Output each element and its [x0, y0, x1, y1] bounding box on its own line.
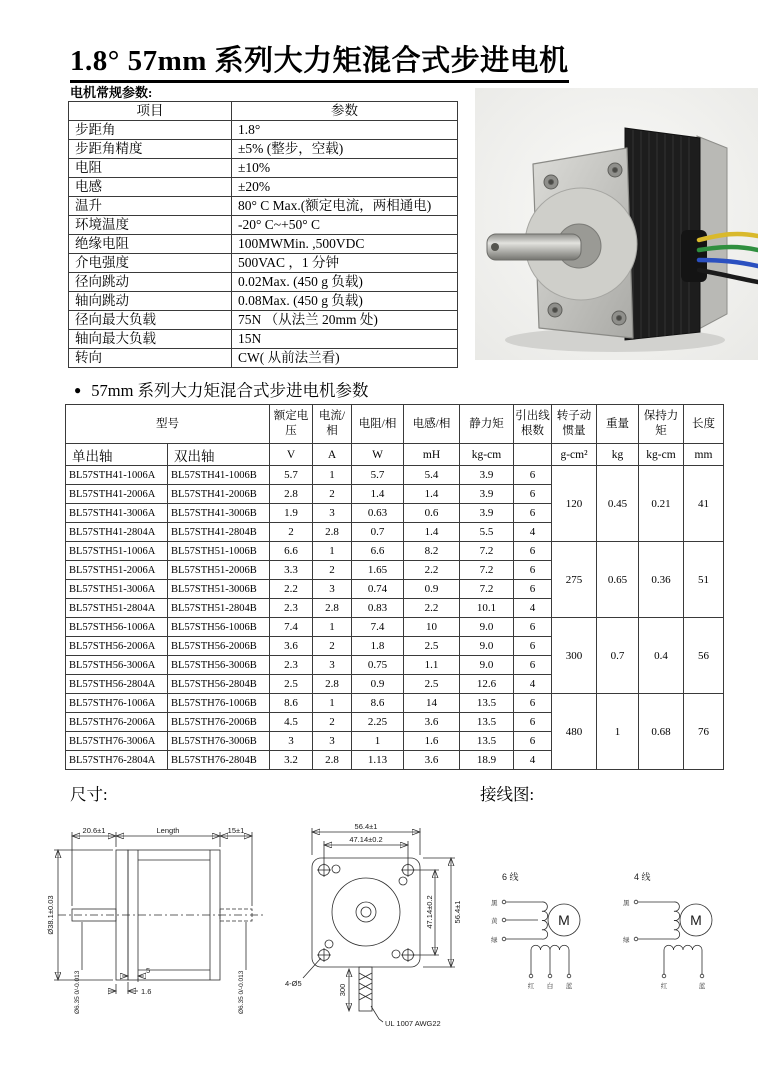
four-wire-title: 4 线	[634, 872, 651, 882]
merged-value-cell: 0.45	[597, 466, 639, 542]
spec-header-row-2	[66, 444, 724, 466]
value-cell: 1.9	[270, 504, 313, 523]
cable-length-label: 300	[338, 983, 347, 997]
col-inductance: 电感/相	[404, 405, 460, 444]
general-param-row	[69, 216, 458, 235]
model-cell: BL57STH56-3006B	[168, 656, 270, 675]
spec-table-heading-text: 57mm 系列大力矩混合式步进电机参数	[91, 381, 369, 400]
merged-value-cell: 0.68	[639, 694, 684, 770]
col-header-value: 参数	[232, 102, 458, 121]
unit-kgcm: kg-cm	[460, 444, 514, 466]
bullet-icon: ●	[74, 383, 82, 397]
value-cell: 8.6	[352, 694, 404, 713]
value-cell: 7.4	[352, 618, 404, 637]
model-cell: BL57STH41-3006A	[66, 504, 168, 523]
value-cell: 0.9	[404, 580, 460, 599]
col-rated-voltage: 额定电压	[270, 405, 313, 444]
value-cell: 12.6	[460, 675, 514, 694]
param-value-cell: 500VAC ，1 分钟	[232, 254, 458, 273]
six-wire-lead-4: 红	[527, 983, 535, 990]
value-cell: 1.6	[404, 732, 460, 751]
model-cell: BL57STH56-3006A	[66, 656, 168, 675]
dim-rear-label: 15±1	[227, 826, 245, 835]
param-value-cell: 15N	[232, 330, 458, 349]
spec-table-heading	[74, 377, 369, 401]
value-cell: 3	[313, 656, 352, 675]
model-cell: BL57STH76-2804B	[168, 751, 270, 770]
six-wire-motor-label: M	[558, 912, 570, 928]
model-cell: BL57STH41-1006B	[168, 466, 270, 485]
value-cell: 6	[514, 580, 552, 599]
value-cell: 4	[514, 523, 552, 542]
wiring-diagrams	[488, 843, 740, 1018]
value-cell: 2	[313, 637, 352, 656]
value-cell: 5.7	[270, 466, 313, 485]
value-cell: 2	[313, 485, 352, 504]
general-param-row	[69, 349, 458, 368]
model-cell: BL57STH51-2006A	[66, 561, 168, 580]
col-holding-torque: 保持力矩	[639, 405, 684, 444]
value-cell: 0.74	[352, 580, 404, 599]
value-cell: 6	[514, 713, 552, 732]
value-cell: 6	[514, 732, 552, 751]
unit-mh: mH	[404, 444, 460, 466]
value-cell: 0.83	[352, 599, 404, 618]
unit-w: W	[352, 444, 404, 466]
spec-row	[66, 542, 724, 561]
value-cell: 8.2	[404, 542, 460, 561]
model-cell: BL57STH76-3006B	[168, 732, 270, 751]
merged-value-cell: 56	[684, 618, 724, 694]
six-wire-lead-3: 绿	[491, 937, 498, 944]
general-param-row	[69, 311, 458, 330]
param-name-cell: 介电强度	[69, 254, 232, 273]
col-current: 电流/相	[313, 405, 352, 444]
param-name-cell: 电感	[69, 178, 232, 197]
value-cell: 13.5	[460, 713, 514, 732]
col-single-shaft: 单出轴	[66, 444, 168, 466]
param-value-cell: ±20%	[232, 178, 458, 197]
front-height-outer-label: 56.4±1	[453, 900, 462, 924]
four-wire-lead-4: 蓝	[698, 983, 706, 990]
value-cell: 2	[270, 523, 313, 542]
value-cell: 6	[514, 618, 552, 637]
value-cell: 3	[313, 580, 352, 599]
value-cell: 6	[514, 637, 552, 656]
value-cell: 3.6	[270, 637, 313, 656]
shaft-dia-front-label: Ø6.35 0/-0.013	[74, 970, 81, 1014]
six-wire-title: 6 线	[502, 872, 519, 882]
param-value-cell: -20° C~+50° C	[232, 216, 458, 235]
model-cell: BL57STH41-1006A	[66, 466, 168, 485]
spec-row	[66, 694, 724, 713]
value-cell: 6	[514, 542, 552, 561]
model-cell: BL57STH41-2006A	[66, 485, 168, 504]
value-cell: 9.0	[460, 637, 514, 656]
model-cell: BL57STH76-2006A	[66, 713, 168, 732]
model-cell: BL57STH41-2804B	[168, 523, 270, 542]
value-cell: 6	[514, 485, 552, 504]
dim-length-label: Length	[156, 826, 180, 835]
four-wire-diagram	[623, 871, 712, 990]
model-cell: BL57STH41-2006B	[168, 485, 270, 504]
dimensions-section-label: 尺寸:	[70, 785, 108, 804]
value-cell: 1.4	[352, 485, 404, 504]
param-name-cell: 径向跳动	[69, 273, 232, 292]
param-value-cell: ±5% (整步，空载)	[232, 140, 458, 159]
value-cell: 2.2	[404, 599, 460, 618]
value-cell: 3	[313, 504, 352, 523]
general-param-row	[69, 197, 458, 216]
model-cell: BL57STH51-2006B	[168, 561, 270, 580]
value-cell: 0.7	[352, 523, 404, 542]
unit-blank	[514, 444, 552, 466]
value-cell: 6	[514, 656, 552, 675]
model-cell: BL57STH51-1006A	[66, 542, 168, 561]
value-cell: 2.8	[313, 751, 352, 770]
value-cell: 2.8	[313, 599, 352, 618]
spec-row	[66, 466, 724, 485]
col-header-item: 项目	[69, 102, 232, 121]
value-cell: 3.3	[270, 561, 313, 580]
model-cell: BL57STH76-3006A	[66, 732, 168, 751]
param-name-cell: 温升	[69, 197, 232, 216]
value-cell: 6	[514, 561, 552, 580]
value-cell: 4	[514, 675, 552, 694]
merged-value-cell: 51	[684, 542, 724, 618]
model-cell: BL57STH41-2804A	[66, 523, 168, 542]
general-params-label: 电机常规参数:	[70, 85, 153, 100]
param-value-cell: CW( 从前法兰看)	[232, 349, 458, 368]
merged-value-cell: 0.36	[639, 542, 684, 618]
front-width-outer-label: 56.4±1	[354, 822, 378, 831]
six-wire-lead-6: 蓝	[565, 983, 573, 990]
value-cell: 5.4	[404, 466, 460, 485]
value-cell: 1	[313, 466, 352, 485]
value-cell: 2.5	[270, 675, 313, 694]
param-name-cell: 径向最大负载	[69, 311, 232, 330]
value-cell: 1.8	[352, 637, 404, 656]
general-params-table	[68, 101, 458, 368]
general-param-row	[69, 140, 458, 159]
value-cell: 0.9	[352, 675, 404, 694]
shaft-dia-rear-label: Ø6.35 0/-0.013	[238, 970, 245, 1014]
merged-value-cell: 300	[552, 618, 597, 694]
param-name-cell: 轴向跳动	[69, 292, 232, 311]
param-value-cell: 75N （从法兰 20mm 处)	[232, 311, 458, 330]
merged-value-cell: 41	[684, 466, 724, 542]
param-value-cell: 0.02Max. (450 g 负载)	[232, 273, 458, 292]
general-header-row	[69, 102, 458, 121]
col-lead-wires: 引出线根数	[514, 405, 552, 444]
spec-table	[65, 404, 724, 770]
value-cell: 3	[270, 732, 313, 751]
value-cell: 7.4	[270, 618, 313, 637]
four-wire-lead-3: 红	[660, 983, 668, 990]
value-cell: 3.9	[460, 485, 514, 504]
merged-value-cell: 1	[597, 694, 639, 770]
value-cell: 8.6	[270, 694, 313, 713]
value-cell: 3.6	[404, 751, 460, 770]
merged-value-cell: 0.4	[639, 618, 684, 694]
param-name-cell: 步距角精度	[69, 140, 232, 159]
value-cell: 0.75	[352, 656, 404, 675]
value-cell: 7.2	[460, 561, 514, 580]
value-cell: 6.6	[270, 542, 313, 561]
general-param-row	[69, 254, 458, 273]
value-cell: 2.3	[270, 599, 313, 618]
model-cell: BL57STH56-2804B	[168, 675, 270, 694]
value-cell: 2.2	[270, 580, 313, 599]
value-cell: 7.2	[460, 580, 514, 599]
value-cell: 10.1	[460, 599, 514, 618]
value-cell: 1.4	[404, 485, 460, 504]
general-param-row	[69, 273, 458, 292]
value-cell: 13.5	[460, 732, 514, 751]
value-cell: 4	[514, 751, 552, 770]
unit-kg: kg	[597, 444, 639, 466]
cable-spec-label: UL 1007 AWG22	[385, 1019, 441, 1028]
general-param-row	[69, 235, 458, 254]
general-param-row	[69, 178, 458, 197]
page-title: 1.8° 57mm 系列大力矩混合式步进电机	[70, 38, 569, 83]
value-cell: 10	[404, 618, 460, 637]
front-view-drawing	[283, 818, 478, 1030]
unit-a: A	[313, 444, 352, 466]
col-double-shaft: 双出轴	[168, 444, 270, 466]
flange-dia-label: Ø38.1±0.03	[46, 895, 55, 935]
value-cell: 6.6	[352, 542, 404, 561]
param-value-cell: ±10%	[232, 159, 458, 178]
model-cell: BL57STH56-1006B	[168, 618, 270, 637]
model-cell: BL57STH56-1006A	[66, 618, 168, 637]
six-wire-lead-5: 白	[546, 983, 554, 990]
value-cell: 1.4	[404, 523, 460, 542]
col-resistance: 电阻/相	[352, 405, 404, 444]
param-value-cell: 0.08Max. (450 g 负载)	[232, 292, 458, 311]
value-cell: 1.1	[404, 656, 460, 675]
value-cell: 5.7	[352, 466, 404, 485]
side-view-drawing	[42, 822, 282, 1017]
value-cell: 0.6	[404, 504, 460, 523]
value-cell: 2.8	[313, 523, 352, 542]
value-cell: 14	[404, 694, 460, 713]
merged-value-cell: 0.65	[597, 542, 639, 618]
value-cell: 2.5	[404, 675, 460, 694]
param-value-cell: 1.8°	[232, 121, 458, 140]
value-cell: 7.2	[460, 542, 514, 561]
four-wire-motor-label: M	[690, 912, 702, 928]
four-wire-lead-1: 黑	[623, 900, 630, 907]
value-cell: 9.0	[460, 656, 514, 675]
col-model: 型号	[66, 405, 270, 444]
param-name-cell: 步距角	[69, 121, 232, 140]
model-cell: BL57STH51-2804B	[168, 599, 270, 618]
merged-value-cell: 76	[684, 694, 724, 770]
param-name-cell: 转向	[69, 349, 232, 368]
general-param-row	[69, 159, 458, 178]
param-name-cell: 轴向最大负载	[69, 330, 232, 349]
value-cell: 3	[313, 732, 352, 751]
value-cell: 2.3	[270, 656, 313, 675]
value-cell: 2.25	[352, 713, 404, 732]
model-cell: BL57STH51-1006B	[168, 542, 270, 561]
spec-row	[66, 618, 724, 637]
key-dim-label: 5	[146, 966, 151, 975]
front-width-holes-label: 47.14±0.2	[349, 835, 383, 844]
holes-count-label: 4-Ø5	[285, 979, 302, 988]
model-cell: BL57STH76-2804A	[66, 751, 168, 770]
merged-value-cell: 480	[552, 694, 597, 770]
four-wire-lead-2: 绿	[623, 937, 630, 944]
shaft-end	[491, 243, 499, 251]
value-cell: 13.5	[460, 694, 514, 713]
six-wire-diagram	[491, 871, 580, 990]
wiring-section-label: 接线图:	[480, 785, 535, 804]
col-weight: 重量	[597, 405, 639, 444]
param-name-cell: 电阻	[69, 159, 232, 178]
col-length: 长度	[684, 405, 724, 444]
merged-value-cell: 0.7	[597, 618, 639, 694]
value-cell: 3.9	[460, 466, 514, 485]
unit-kgcm2: kg-cm	[639, 444, 684, 466]
value-cell: 6	[514, 694, 552, 713]
value-cell: 3.2	[270, 751, 313, 770]
value-cell: 0.63	[352, 504, 404, 523]
merged-value-cell: 0.21	[639, 466, 684, 542]
value-cell: 1	[313, 542, 352, 561]
param-value-cell: 100MWMin. ,500VDC	[232, 235, 458, 254]
model-cell: BL57STH56-2006B	[168, 637, 270, 656]
value-cell: 2.2	[404, 561, 460, 580]
value-cell: 2	[313, 561, 352, 580]
value-cell: 3.6	[404, 713, 460, 732]
merged-value-cell: 275	[552, 542, 597, 618]
value-cell: 2.8	[270, 485, 313, 504]
value-cell: 1	[313, 618, 352, 637]
unit-mm: mm	[684, 444, 724, 466]
param-name-cell: 绝缘电阻	[69, 235, 232, 254]
col-detent-torque: 静力矩	[460, 405, 514, 444]
param-value-cell: 80° C Max.(额定电流，两相通电)	[232, 197, 458, 216]
col-rotor-inertia: 转子动惯量	[552, 405, 597, 444]
value-cell: 2.5	[404, 637, 460, 656]
value-cell: 9.0	[460, 618, 514, 637]
value-cell: 2	[313, 713, 352, 732]
model-cell: BL57STH51-3006A	[66, 580, 168, 599]
six-wire-lead-1: 黑	[491, 900, 498, 907]
param-name-cell: 环境温度	[69, 216, 232, 235]
value-cell: 1	[352, 732, 404, 751]
model-cell: BL57STH76-1006A	[66, 694, 168, 713]
model-cell: BL57STH51-2804A	[66, 599, 168, 618]
value-cell: 3.9	[460, 504, 514, 523]
value-cell: 18.9	[460, 751, 514, 770]
model-cell: BL57STH56-2006A	[66, 637, 168, 656]
dim-front-label: 20.6±1	[82, 826, 106, 835]
spec-header-row-1	[66, 405, 724, 444]
general-param-row	[69, 330, 458, 349]
unit-v: V	[270, 444, 313, 466]
model-cell: BL57STH51-3006B	[168, 580, 270, 599]
value-cell: 4	[514, 599, 552, 618]
value-cell: 1.65	[352, 561, 404, 580]
front-height-holes-label: 47.14±0.2	[425, 895, 434, 929]
value-cell: 2.8	[313, 675, 352, 694]
unit-gcm2: g-cm²	[552, 444, 597, 466]
general-param-row	[69, 121, 458, 140]
general-param-row	[69, 292, 458, 311]
value-cell: 5.5	[460, 523, 514, 542]
model-cell: BL57STH76-2006B	[168, 713, 270, 732]
value-cell: 6	[514, 466, 552, 485]
motor-photo	[475, 88, 758, 360]
step-dim-label: 1.6	[141, 987, 152, 996]
model-cell: BL57STH41-3006B	[168, 504, 270, 523]
value-cell: 4.5	[270, 713, 313, 732]
motor-shaft	[487, 234, 581, 260]
six-wire-lead-2: 黄	[491, 918, 498, 925]
merged-value-cell: 120	[552, 466, 597, 542]
value-cell: 1.13	[352, 751, 404, 770]
motor-photo-image	[475, 88, 758, 360]
value-cell: 6	[514, 504, 552, 523]
value-cell: 1	[313, 694, 352, 713]
model-cell: BL57STH56-2804A	[66, 675, 168, 694]
model-cell: BL57STH76-1006B	[168, 694, 270, 713]
